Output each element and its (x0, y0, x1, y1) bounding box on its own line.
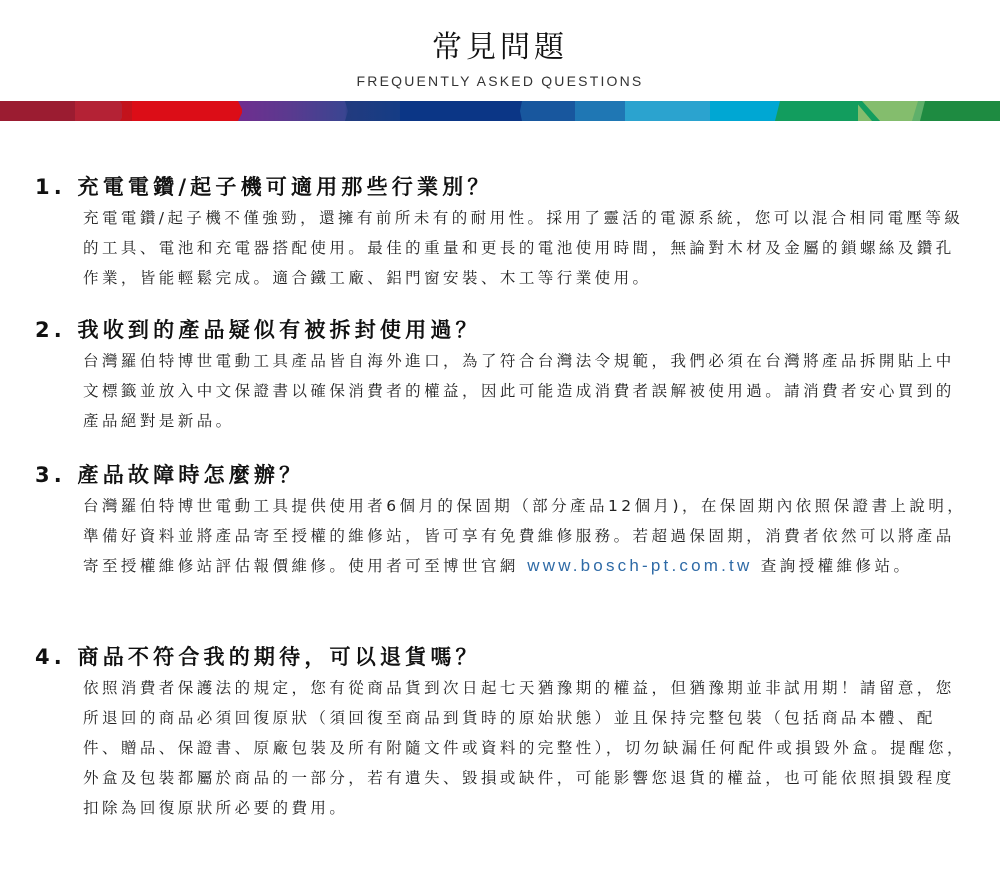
faq-answer-3 (83, 491, 973, 581)
faq-number-2: 2. (35, 318, 66, 342)
faq-answer-2: 台灣羅伯特博世電動工具產品皆自海外進口，為了符合台灣法令規範，我們必須在台灣將產品拆開貼上中文標籤並放入中文保證書以確保消費者的權益，因此可能造成消費者誤解被使用過。請消費者安心買到的產品絕對是新品。 (83, 352, 955, 430)
faq-question-text-1: 充電電鑽/起子機可適用那些行業別？ (77, 175, 493, 199)
faq-question-text-3: 產品故障時怎麼辦？ (77, 463, 305, 487)
page-header (0, 28, 1000, 89)
page-subtitle: FREQUENTLY ASKED QUESTIONS (356, 73, 644, 89)
faq-number-4: 4. (35, 645, 66, 669)
faq-question-3 (35, 461, 304, 489)
faq-answer-3-text: 台灣羅伯特博世電動工具提供使用者6個月的保固期（部分產品12個月)，在保固期內依照保證書上說明，準備好資料並將產品寄至授權的維修站，皆可享有免費維修服務。若超過保固期，消費者依然可以將產品寄至授權維修站評估報價維修。使用者可至博世官網 (83, 497, 967, 575)
faq-question-1 (35, 173, 493, 201)
faq-question-text-2: 我收到的產品疑似有被拆封使用過？ (77, 318, 481, 342)
faq-answer-4: 依照消費者保護法的規定，您有從商品貨到次日起七天猶豫期的權益，但猶豫期並非試用期！請留意，您所退回的商品必須回復原狀（須回復至商品到貨時的原始狀態）並且保持完整包裝（包括商品本體、配件、贈品、保證書、原廠包裝及所有附隨文件或資料的完整性），切勿缺漏任何配件或損毀外盒。提醒您，外盒及包裝都屬於商品的一部分，若有遺失、毀損或缺件，可能影響您退貨的權益，也可能依照損毀程度扣除為回復原狀所必要的費用。 (83, 679, 966, 817)
color-stripe-banner (0, 101, 1000, 121)
faq-number-3: 3. (35, 463, 66, 487)
faq-question-4 (35, 643, 481, 671)
bosch-website-link[interactable]: www.bosch-pt.com.tw (527, 556, 753, 575)
page-title: 常見問題 (432, 30, 568, 65)
faq-question-text-4: 商品不符合我的期待，可以退貨嗎？ (77, 645, 481, 669)
faq-number-1: 1. (35, 175, 66, 199)
faq-answer-3-text-end: 查詢授權維修站。 (752, 557, 913, 575)
faq-question-2 (35, 316, 481, 344)
stripe-chevrons-decoration (0, 101, 1000, 121)
faq-answer-1: 充電電鑽/起子機不僅強勁，還擁有前所未有的耐用性。採用了靈活的電源系統，您可以混合相同電壓等級的工具、電池和充電器搭配使用。最佳的重量和更長的電池使用時間，無論對木材及金屬的鎖螺絲及鑽孔作業，皆能輕鬆完成。適合鐵工廠、鋁門窗安裝、木工等行業使用。 (83, 209, 964, 287)
